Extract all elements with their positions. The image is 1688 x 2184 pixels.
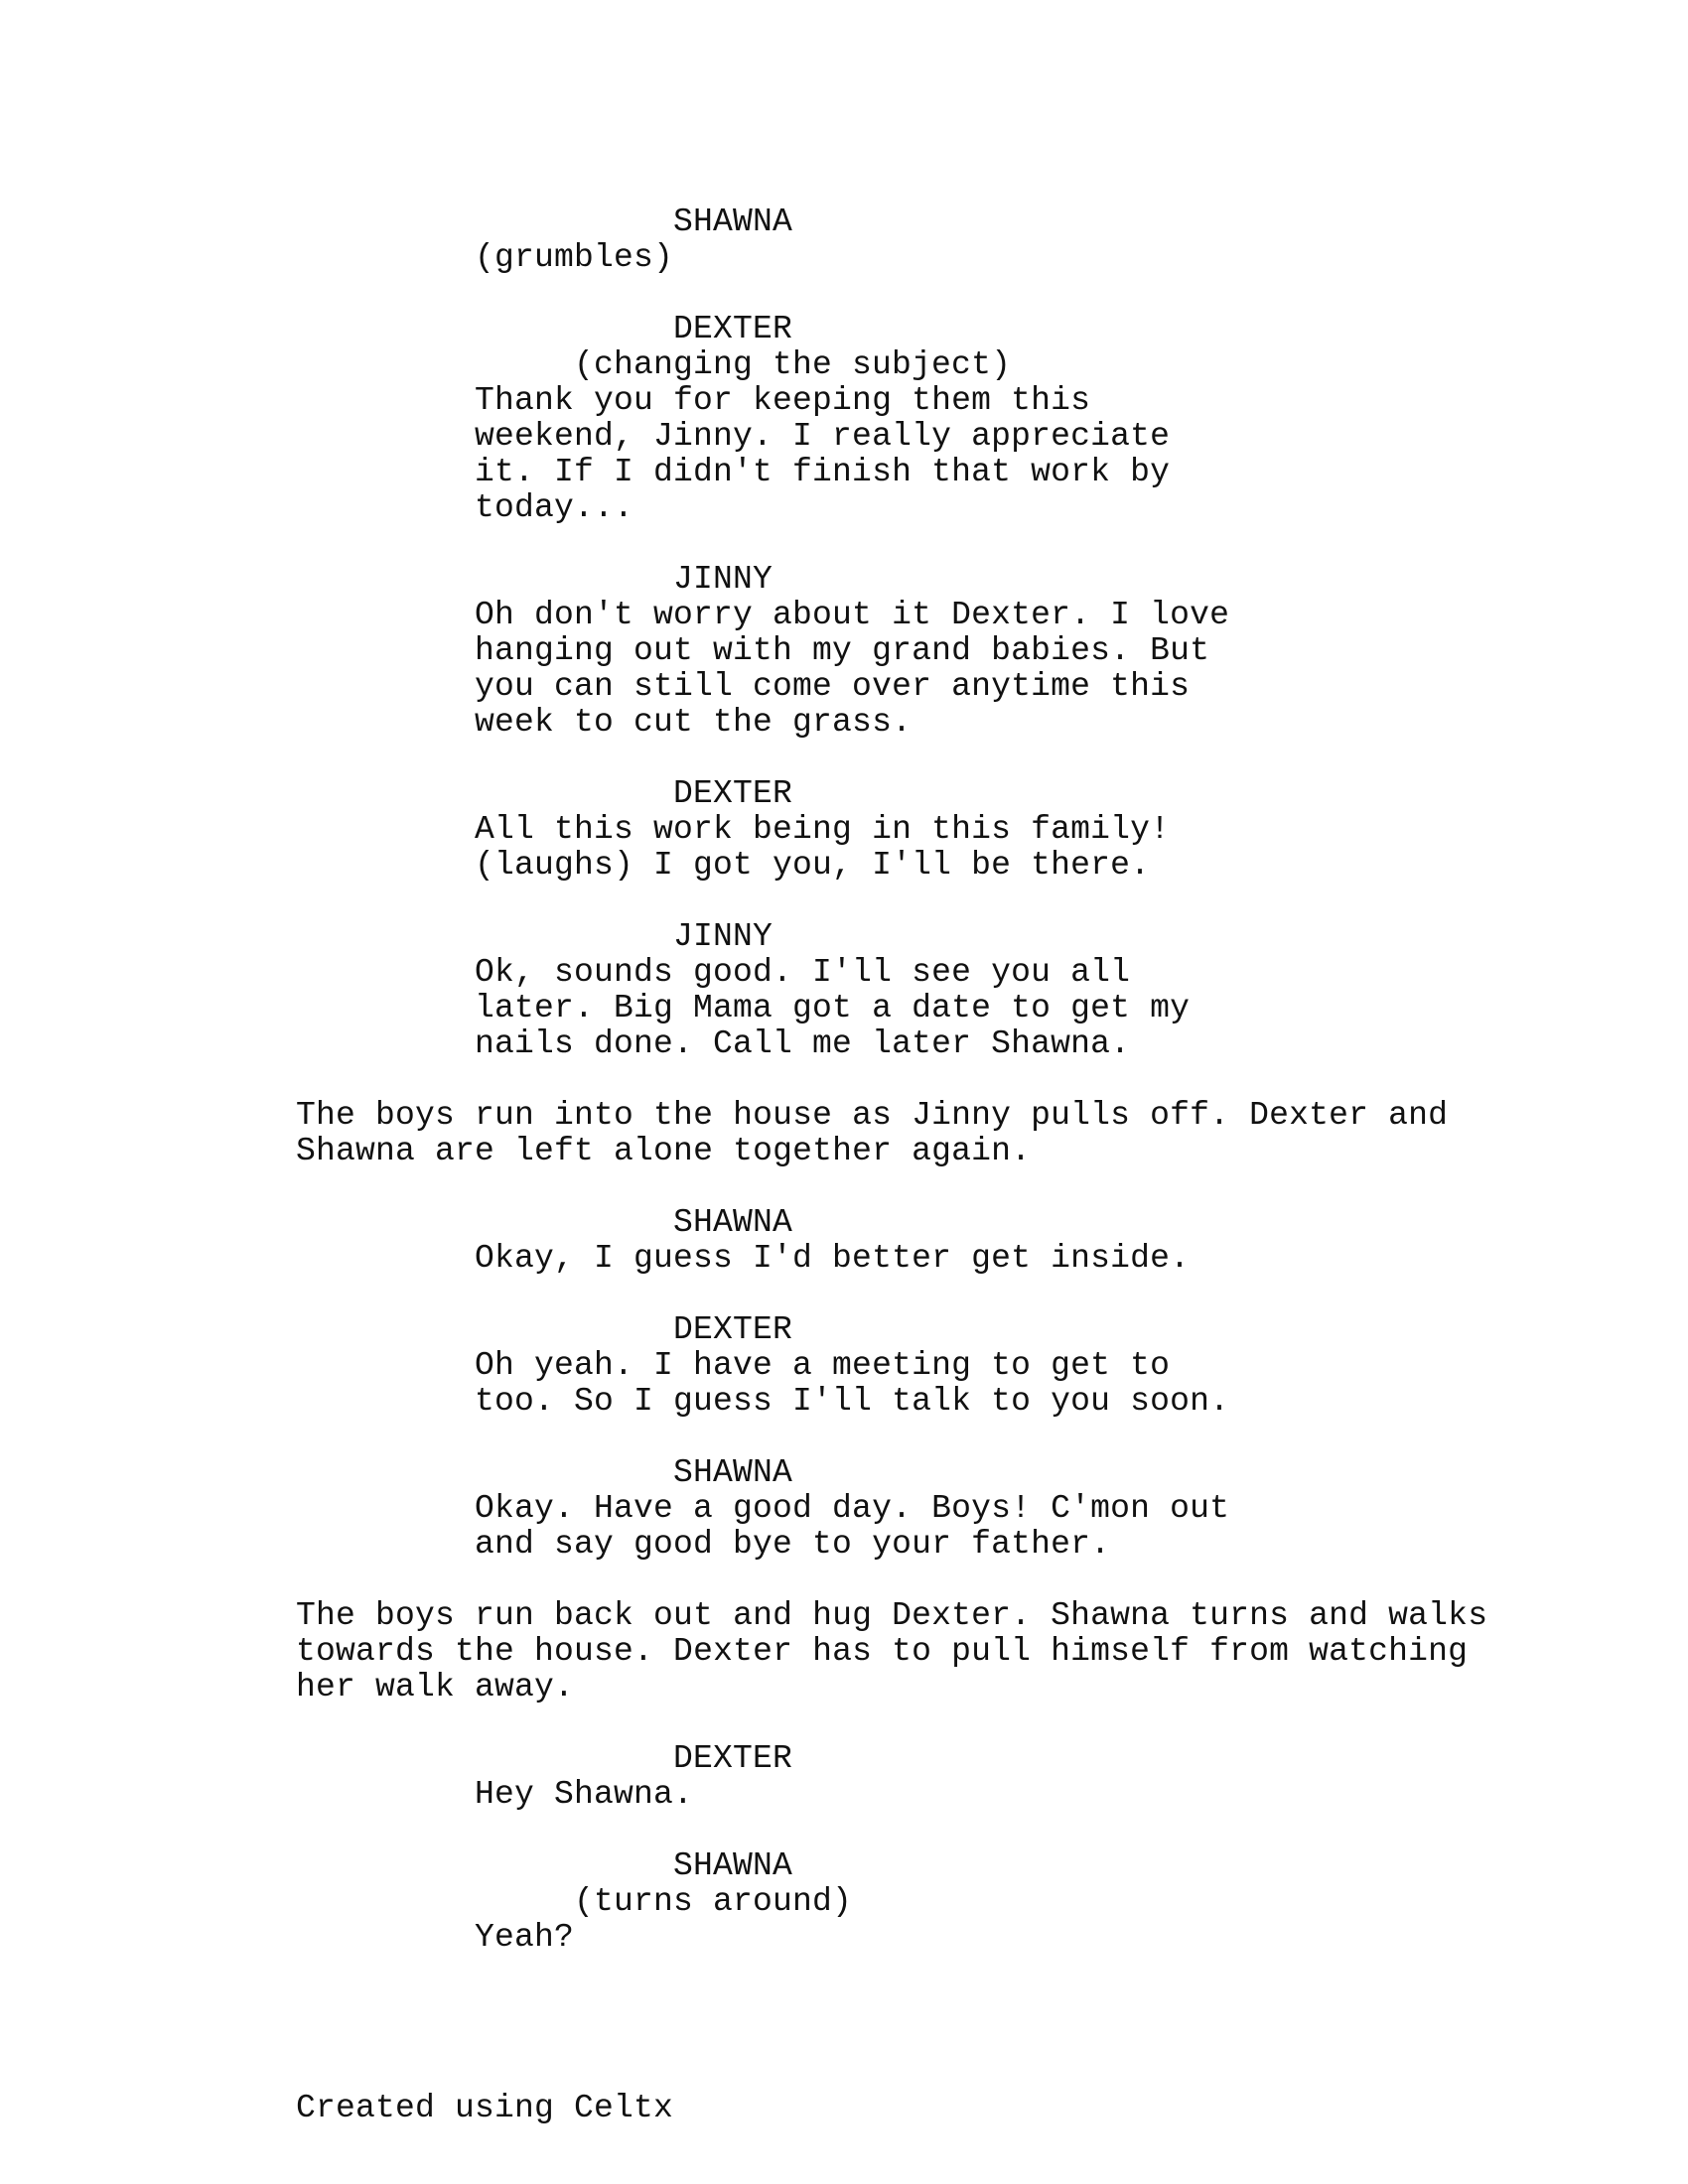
dialogue-line: Yeah?: [475, 1919, 575, 1956]
parenthetical: (turns around): [574, 1883, 853, 1920]
character-name: SHAWNA: [673, 1454, 793, 1491]
dialogue-line: Oh don't worry about it Dexter. I love: [475, 597, 1230, 633]
dialogue-line: today...: [475, 489, 634, 526]
character-name: DEXTER: [673, 1740, 793, 1777]
character-name: JINNY: [673, 561, 774, 598]
character-name: DEXTER: [673, 311, 793, 347]
dialogue-line: (laughs) I got you, I'll be there.: [475, 847, 1151, 884]
dialogue-line: Okay, I guess I'd better get inside.: [475, 1240, 1191, 1277]
character-name: DEXTER: [673, 775, 793, 812]
parenthetical: (changing the subject): [574, 346, 1012, 383]
dialogue-line: you can still come over anytime this: [475, 668, 1191, 705]
dialogue-line: (grumbles): [475, 239, 674, 276]
dialogue-line: Okay. Have a good day. Boys! C'mon out: [475, 1490, 1230, 1527]
dialogue-line: Hey Shawna.: [475, 1776, 694, 1813]
dialogue-line: too. So I guess I'll talk to you soon.: [475, 1383, 1230, 1420]
character-name: SHAWNA: [673, 204, 793, 240]
dialogue-line: nails done. Call me later Shawna.: [475, 1025, 1131, 1062]
character-name: SHAWNA: [673, 1847, 793, 1884]
dialogue-line: Thank you for keeping them this: [475, 382, 1091, 419]
action-line: towards the house. Dexter has to pull himself from watching: [296, 1633, 1469, 1670]
footer-credit: Created using Celtx: [296, 2090, 674, 2126]
dialogue-line: Ok, sounds good. I'll see you all: [475, 954, 1131, 991]
dialogue-line: All this work being in this family!: [475, 811, 1171, 848]
action-line: The boys run back out and hug Dexter. Shawna turns and walks: [296, 1597, 1488, 1634]
character-name: SHAWNA: [673, 1204, 793, 1241]
dialogue-line: weekend, Jinny. I really appreciate: [475, 418, 1171, 455]
character-name: DEXTER: [673, 1311, 793, 1348]
action-line: Shawna are left alone together again.: [296, 1133, 1032, 1169]
dialogue-line: it. If I didn't finish that work by: [475, 454, 1171, 490]
action-line: The boys run into the house as Jinny pulls off. Dexter and: [296, 1097, 1449, 1134]
dialogue-line: and say good bye to your father.: [475, 1526, 1111, 1563]
action-line: her walk away.: [296, 1669, 575, 1706]
character-name: JINNY: [673, 918, 774, 955]
dialogue-line: hanging out with my grand babies. But: [475, 632, 1210, 669]
dialogue-line: later. Big Mama got a date to get my: [475, 990, 1191, 1026]
dialogue-line: week to cut the grass.: [475, 704, 913, 741]
dialogue-line: Oh yeah. I have a meeting to get to: [475, 1347, 1171, 1384]
